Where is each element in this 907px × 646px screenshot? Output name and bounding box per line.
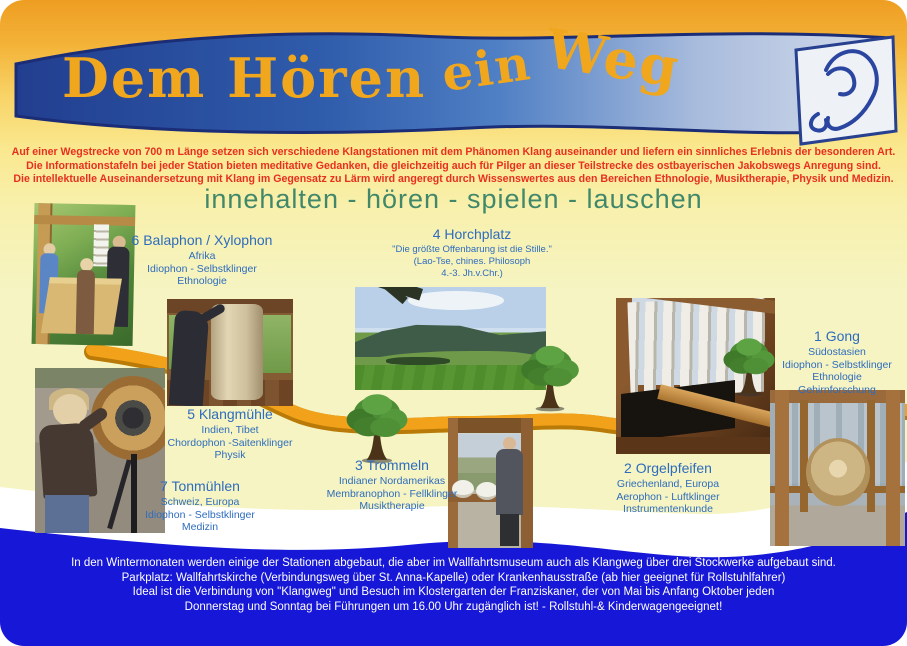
station-1-label [772, 328, 902, 396]
station-detail: Ethnologie [177, 275, 227, 287]
tree-icon [720, 332, 778, 398]
intro-paragraph [0, 146, 907, 187]
wood-post-shape [867, 400, 875, 512]
title-word-2: ein [438, 35, 536, 103]
footer-line-3: Ideal ist die Verbindung von "Klangweg" und Besuch im Klostergarten der Franziskaner, der von Mai bis Anfang Oktober jeden [132, 586, 775, 598]
station-detail: Idiophon - Selbstklinger [145, 508, 255, 521]
station-detail: Aerophon - Luftklinger [616, 490, 720, 503]
station-name: 4 Horchplatz [432, 226, 512, 242]
tree-icon [511, 340, 589, 412]
hedge-shape [386, 357, 451, 365]
station-name: 7 Tonmühlen [160, 478, 240, 494]
station-name: 1 Gong [814, 328, 860, 344]
footer-line-1: In den Wintermonaten werden einige der Stationen abgebaut, die aber im Wallfahrtsmuseum auch als Klangweg über drei Stockwerke aufgebaut sind. [71, 557, 836, 569]
child-figure-shape [76, 270, 95, 334]
footer-line-4: Donnerstag und Sonntag bei Führungen um 16.00 Uhr zugänglich ist! - Rollstuhl-& Kinderwagengeeignet! [184, 600, 723, 613]
station-detail: Schweiz, Europa [160, 496, 240, 508]
gong-disc-shape [806, 438, 870, 506]
wood-post-shape [886, 390, 900, 546]
station-detail: Medizin [181, 521, 219, 533]
sound-mill-cylinder-shape [211, 304, 263, 400]
station-6-label [118, 232, 286, 288]
intro-line-2: Die Informationstafeln bei jeder Station bieten meditative Gedanken, die gleichzeitig auch für Pilger an dieser Teilstrecke des ostbayerischen Jakobswegs Anregung sind. [26, 159, 881, 172]
drum-bowl-shape [476, 482, 498, 500]
station-detail: Musiktherapie [359, 500, 425, 512]
boy-jeans-shape [45, 495, 89, 533]
man-legs-shape [500, 514, 519, 546]
man-figure-shape [496, 449, 523, 515]
station-name: 2 Orgelpfeifen [624, 460, 712, 476]
station-detail: Griechenland, Europa [616, 478, 720, 490]
wood-post-shape [775, 390, 789, 546]
person-figure-shape [169, 310, 210, 406]
station-detail: Idiophon - Selbstklinger [782, 358, 892, 371]
station-detail: Physik [214, 449, 246, 461]
station-detail: Ethnologie [812, 371, 862, 383]
station-detail: Membranophon - Fellklinger [326, 487, 458, 500]
station-detail: Afrika [188, 250, 216, 262]
station-7-label [128, 478, 272, 534]
station-5-label [148, 406, 312, 462]
title-word-3: Weg [541, 15, 685, 101]
station-detail: Instrumentenkunde [623, 503, 713, 515]
wood-ledge-shape [616, 437, 775, 454]
station-detail: Indien, Tibet [201, 424, 259, 436]
footer-info [0, 556, 907, 614]
station-detail: Chordophon -Saitenklinger [167, 436, 293, 449]
klangmuehle-station-photo [167, 299, 293, 406]
station-quote: "Die größte Offenbarung ist die Stille." [392, 244, 552, 255]
window-opening-shape [263, 315, 291, 373]
wood-post-shape [800, 400, 808, 512]
station-detail: Gehirnforschung [798, 383, 876, 396]
station-detail: Südostasien [808, 346, 866, 358]
cloud-shape [408, 291, 504, 310]
station-detail: 4.-3. Jh.v.Chr.) [441, 268, 503, 279]
station-detail: (Lao-Tse, chines. Philosoph [413, 256, 531, 267]
station-2-label [588, 460, 748, 516]
station-detail: Idiophon - Selbstklinger [147, 262, 257, 275]
boy-body-shape [38, 422, 97, 500]
station-4-label [378, 226, 566, 280]
station-3-label [312, 457, 472, 513]
tree-icon [341, 388, 413, 464]
intro-line-1: Auf einer Wegstrecke von 700 m Länge setzen sich verschiedene Klangstationen mit dem Phänomen Klang auseinander und liefern ein sinnliches Erlebnis der besonderen Art. [11, 146, 896, 158]
gong-station-photo [770, 390, 905, 546]
tagline: innehalten - hören - spielen - lauschen [204, 184, 703, 214]
title-word-1: Dem Hören [62, 46, 427, 110]
station-name: 5 Klangmühle [187, 406, 273, 422]
poster-title [62, 15, 685, 110]
station-name: 6 Balaphon / Xylophon [131, 232, 273, 248]
intro-line-3: Die intellektuelle Auseinandersetzung mit Klang im Gegensatz zu Lärm wird angeregt durch Wissenswertes aus den Bereichen Ethnologie, Musiktherapie, Physik und Medizin. [13, 173, 894, 185]
station-name: 3 Trommeln [355, 457, 429, 473]
footer-line-2: Parkplatz: Wallfahrtskirche (Verbindungsweg über St. Anna-Kapelle) oder Krankenhausstraße (ab hier geeignet für Rollstuhlfahrer) [121, 571, 786, 584]
station-detail: Indianer Nordamerikas [338, 475, 446, 487]
ear-icon [788, 34, 900, 148]
